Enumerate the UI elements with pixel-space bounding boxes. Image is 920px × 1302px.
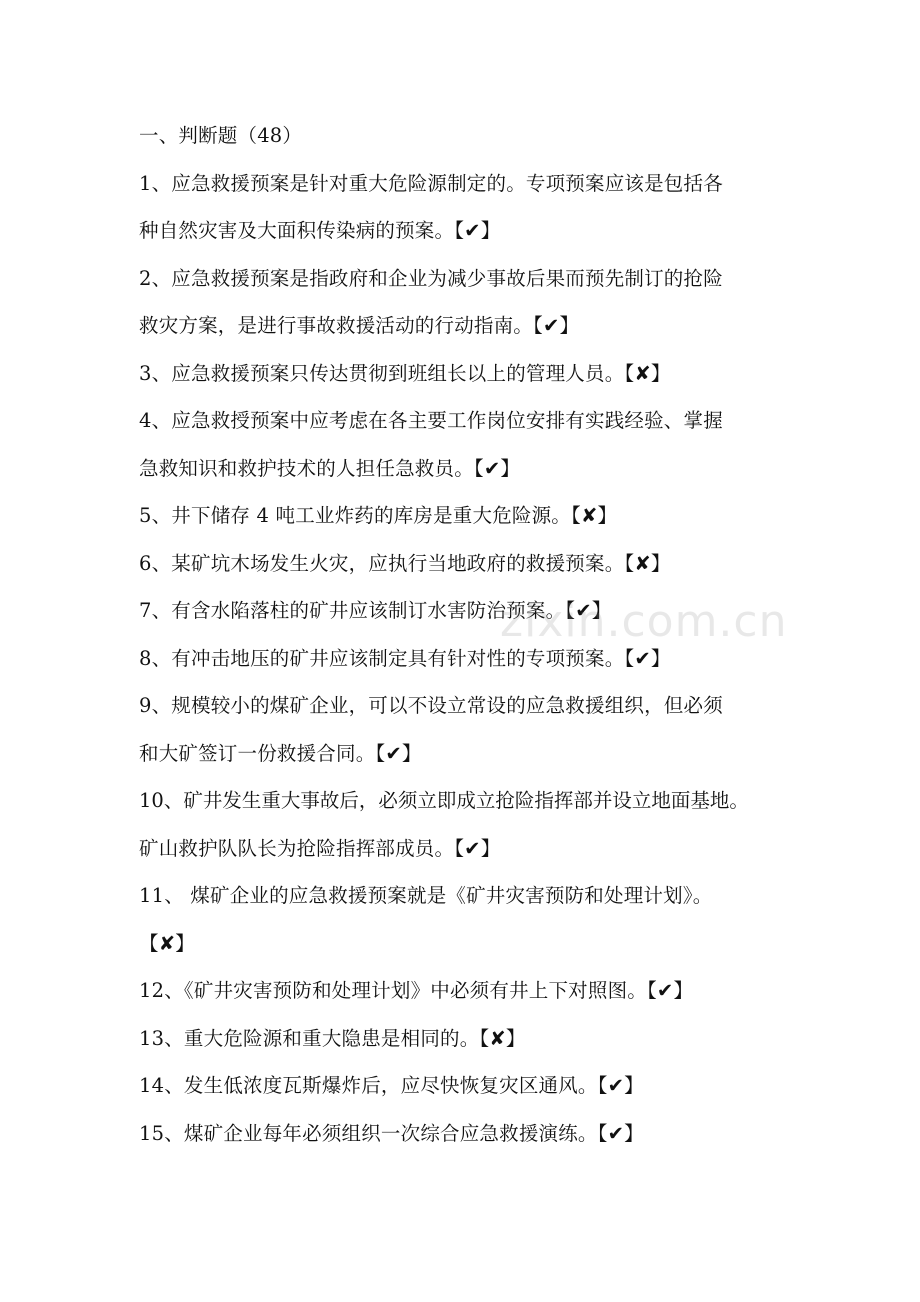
question-8: 8、有冲击地压的矿井应该制定具有针对性的专项预案。【✔】 — [139, 646, 671, 670]
question-12: 12、《矿井灾害预防和处理计划》中必须有井上下对照图。【✔】 — [139, 979, 694, 1002]
question-13: 13、重大危险源和重大隐患是相同的。【✘】 — [139, 1026, 526, 1050]
question-1-line-2: 种自然灾害及大面积传染病的预案。【✔】 — [139, 219, 501, 242]
question-3: 3、应急救援预案只传达贯彻到班组长以上的管理人员。【✘】 — [139, 361, 671, 385]
question-9-line-2: 和大矿签订一份救援合同。【✔】 — [139, 741, 422, 765]
question-2-line-1: 2、应急救援预案是指政府和企业为减少事故后果而预先制订的抢险 — [139, 266, 723, 290]
question-1-line-1: 1、应急救援预案是针对重大危险源制定的。专项预案应该是包括各 — [139, 171, 723, 195]
question-11-line-1: 11、 煤矿企业的应急救援预案就是《矿井灾害预防和处理计划》。 — [139, 884, 713, 907]
question-2-line-2: 救灾方案，是进行事故救援活动的行动指南。【✔】 — [139, 314, 580, 337]
question-6: 6、某矿坑木场发生火灾，应执行当地政府的救援预案。【✘】 — [139, 551, 671, 575]
question-9-line-1: 9、规模较小的煤矿企业，可以不设立常设的应急救援组织，但必须 — [139, 694, 723, 717]
question-7: 7、有含水陷落柱的矿井应该制订水害防治预案。【✔】 — [139, 599, 612, 622]
section-heading: 一、判断题（48） — [139, 124, 303, 147]
question-5: 5、井下储存 4 吨工业炸药的库房是重大危险源。【✘】 — [139, 504, 618, 527]
document-body — [139, 112, 787, 1157]
question-10-line-2: 矿山救护队队长为抢险指挥部成员。【✔】 — [139, 836, 501, 860]
question-15: 15、煤矿企业每年必须组织一次综合应急救援演练。【✔】 — [139, 1121, 644, 1145]
question-10-line-1: 10、矿井发生重大事故后，必须立即成立抢险指挥部并设立地面基地。 — [139, 789, 749, 812]
question-4-line-2: 急救知识和救护技术的人担任急救员。【✔】 — [139, 456, 521, 480]
watermark-text: zixin.com.cn — [500, 596, 788, 647]
question-14: 14、发生低浓度瓦斯爆炸后，应尽快恢复灾区通风。【✔】 — [139, 1074, 644, 1097]
question-4-line-1: 4、应急救授预案中应考虑在各主要工作岗位安排有实践经验、掌握 — [139, 409, 723, 432]
question-11-line-2: 【✘】 — [139, 931, 195, 955]
